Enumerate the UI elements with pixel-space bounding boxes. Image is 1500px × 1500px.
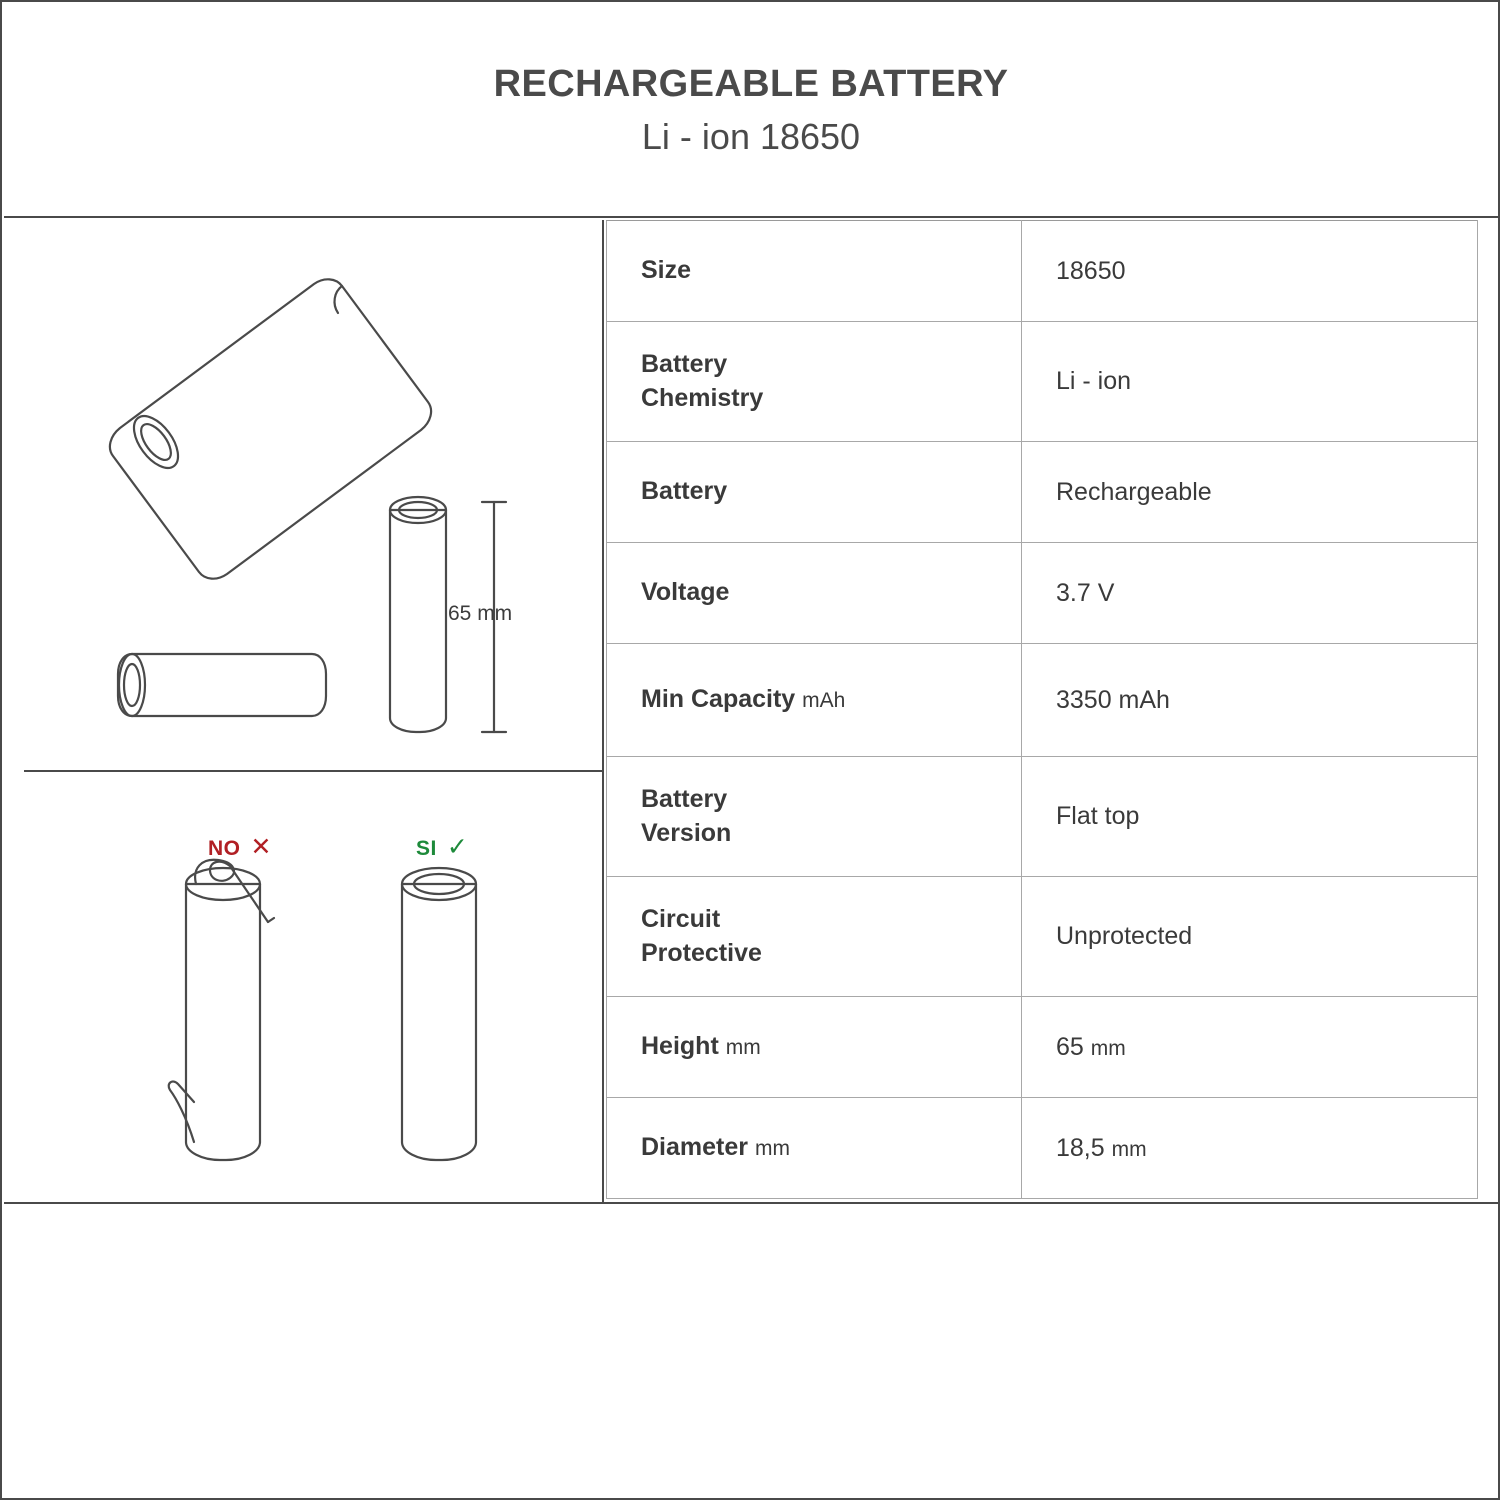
- page-subtitle: Li - ion 18650: [641, 115, 861, 157]
- spec-label-capacity: Min Capacity mAh: [607, 644, 1022, 757]
- cross-icon: ✕: [250, 833, 272, 861]
- battery-diagram-top: [24, 220, 604, 772]
- si-label: SI: [416, 837, 437, 860]
- battery-diagram-bottom: [24, 772, 604, 1202]
- battery-illustration-panel: [24, 220, 604, 772]
- spec-label-diameter: Diameter mm: [607, 1098, 1022, 1199]
- spec-value-version: Flat top: [1022, 757, 1478, 877]
- spec-value-diameter: 18,5 mm: [1022, 1098, 1478, 1199]
- table-row: [607, 757, 1478, 877]
- spec-label-version: Battery Version: [607, 757, 1022, 877]
- spec-label-height-unit: mm: [725, 1036, 761, 1060]
- table-row: [607, 877, 1478, 997]
- spec-value-diameter-unit: mm: [1111, 1137, 1147, 1161]
- specifications-table: [606, 220, 1478, 1199]
- spec-value-height-unit: mm: [1090, 1036, 1126, 1060]
- spec-label-height: Height mm: [607, 997, 1022, 1098]
- spec-label-protective: Circuit Protective: [607, 877, 1022, 997]
- spec-label-capacity-unit: mAh: [802, 689, 846, 713]
- table-row: [607, 997, 1478, 1098]
- table-row: [607, 543, 1478, 644]
- spec-value-battery: Rechargeable: [1022, 442, 1478, 543]
- spec-value-voltage: 3.7 V: [1022, 543, 1478, 644]
- height-dimension-label: 65 mm: [448, 602, 513, 625]
- table-row: [607, 1098, 1478, 1199]
- spec-value-chemistry: Li - ion: [1022, 322, 1478, 442]
- table-row: [607, 221, 1478, 322]
- spec-value-protective: Unprotected: [1022, 877, 1478, 997]
- spec-label-diameter-unit: mm: [754, 1137, 790, 1161]
- table-row: [607, 322, 1478, 442]
- footer-panel: [4, 1202, 1498, 1498]
- spec-label-chemistry: Battery Chemistry: [607, 322, 1022, 442]
- table-row: [607, 644, 1478, 757]
- page-header: [4, 4, 1498, 218]
- check-icon: ✓: [446, 833, 469, 861]
- no-label: NO: [208, 837, 241, 860]
- spec-label-battery: Battery: [607, 442, 1022, 543]
- spec-value-capacity: 3350 mAh: [1022, 644, 1478, 757]
- comparison-illustration-panel: [24, 772, 604, 1202]
- page-title: RECHARGEABLE BATTERY: [493, 62, 1009, 105]
- table-row: [607, 442, 1478, 543]
- spec-value-height: 65 mm: [1022, 997, 1478, 1098]
- spec-label-size: Size: [607, 221, 1022, 322]
- spec-label-voltage: Voltage: [607, 543, 1022, 644]
- spec-value-size: 18650: [1022, 221, 1478, 322]
